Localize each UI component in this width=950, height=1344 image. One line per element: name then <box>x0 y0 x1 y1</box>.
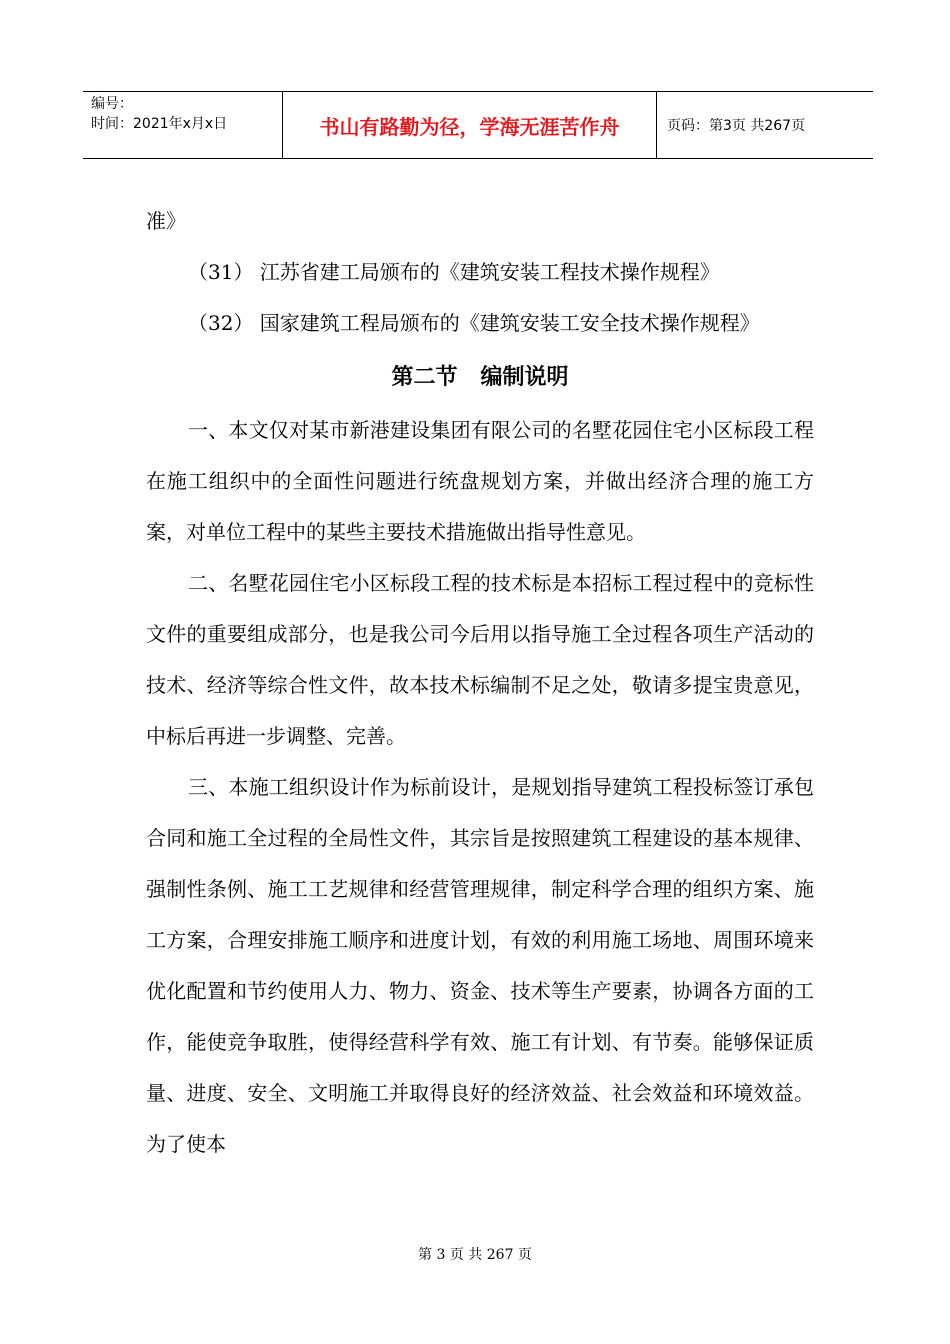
body-paragraph: （32） 国家建筑工程局颁布的《建筑安装工安全技术操作规程》 <box>188 311 760 335</box>
header-motto: 书山有路勤为径，学海无涯苦作舟 <box>283 92 657 158</box>
page-header <box>83 91 873 159</box>
header-page-info: 页码：第3页 共267页 <box>667 118 806 134</box>
section-paragraph: 三、本施工组织设计作为标前设计，是规划指导建筑工程投标签订承包合同和施工全过程的全局性文件，其宗旨是按照建筑工程建设的基本规律、强制性条例、施工工艺规律和经营管理规律，制定科学合理的组织方案、施工方案，合理安排施工顺序和进度计划，有效的利用施工场地、周围环境来优化配置和节约使用人力、物力、资金、技术等生产要素，协调各方面的工作，能使竞争取胜，使得经营科学有效、施工有计划、有节奏。能够保证质量、进度、安全、文明施工并取得良好的经济效益、社会效益和环境效益。为了使本 <box>146 775 814 1156</box>
document-date-label: 时间：2021年x月x日 <box>91 116 228 132</box>
section-title: 第二节 编制说明 <box>391 364 569 390</box>
section-paragraph: 二、名墅花园住宅小区标段工程的技术标是本招标工程过程中的竞标性文件的重要组成部分，也是我公司今后用以指导施工全过程各项生产活动的技术、经济等综合性文件，故本技术标编制不足之处，敬请多提宝贵意见，中标后再进一步调整、完善。 <box>146 571 814 748</box>
document-number-label: 编号： <box>91 96 133 112</box>
document-body <box>146 196 814 1170</box>
body-paragraph: （31） 江苏省建工局颁布的《建筑安装工程技术操作规程》 <box>188 260 720 284</box>
page-footer: 第 3 页 共 267 页 <box>418 1247 532 1263</box>
section-paragraph: 一、本文仅对某市新港建设集团有限公司的名墅花园住宅小区标段工程在施工组织中的全面性问题进行统盘规划方案，并做出经济合理的施工方案，对单位工程中的某些主要技术措施做出指导性意见。 <box>146 418 814 544</box>
body-paragraph: 准》 <box>146 209 186 233</box>
header-meta <box>83 92 283 158</box>
